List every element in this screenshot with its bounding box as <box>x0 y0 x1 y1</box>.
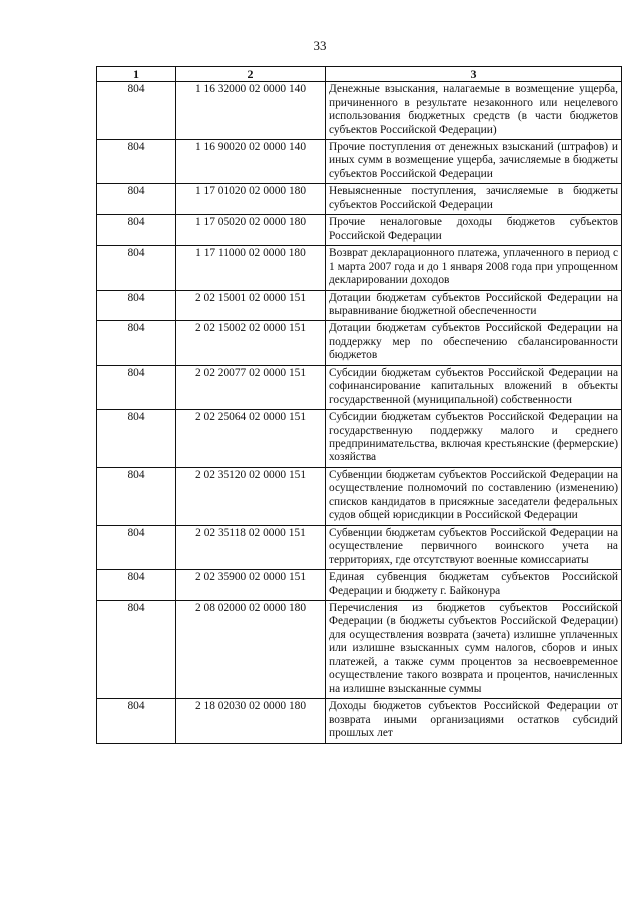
budget-classification-table <box>96 66 622 744</box>
admin-code-cell: 804 <box>97 246 176 290</box>
table-row <box>97 321 622 365</box>
revenue-name-cell: Субвенции бюджетам субъектов Российской Федерации на осуществление первичного воинского учета на территориях, где отсутствуют военные комиссариаты <box>326 525 622 569</box>
revenue-name-cell: Возврат декларационного платежа, уплаченного в период с 1 марта 2007 года и до 1 января 2008 года при упрощенном декларировании доходов <box>326 246 622 290</box>
admin-code-cell: 804 <box>97 82 176 140</box>
admin-code-cell: 804 <box>97 410 176 468</box>
admin-code-cell: 804 <box>97 184 176 215</box>
revenue-name-cell: Субсидии бюджетам субъектов Российской Федерации на государственную поддержку малого и среднего предпринимательства, включая крестьянские (фермерские) хозяйства <box>326 410 622 468</box>
budget-code-cell: 2 02 35118 02 0000 151 <box>176 525 326 569</box>
revenue-name-cell: Единая субвенция бюджетам субъектов Российской Федерации и бюджету г. Байконура <box>326 570 622 601</box>
table-row <box>97 184 622 215</box>
admin-code-cell: 804 <box>97 525 176 569</box>
admin-code-cell: 804 <box>97 601 176 699</box>
table-row <box>97 246 622 290</box>
table-header-row <box>97 67 622 82</box>
budget-code-cell: 2 02 35120 02 0000 151 <box>176 467 326 525</box>
admin-code-cell: 804 <box>97 699 176 743</box>
admin-code-cell: 804 <box>97 321 176 365</box>
table-row <box>97 290 622 321</box>
table-row <box>97 365 622 409</box>
budget-code-cell: 2 02 25064 02 0000 151 <box>176 410 326 468</box>
revenue-name-cell: Перечисления из бюджетов субъектов Российской Федерации (в бюджеты субъектов Российской Федерации) для осуществления возврата (зачета) излишне уплаченных или излишне взысканных сумм налогов, сборов и иных платежей, а также сумм процентов за несвоевременное осуществление такого возврата и процентов, начисленных на излишне взысканные суммы <box>326 601 622 699</box>
budget-code-cell: 2 02 20077 02 0000 151 <box>176 365 326 409</box>
admin-code-cell: 804 <box>97 139 176 183</box>
revenue-name-cell: Дотации бюджетам субъектов Российской Федерации на выравнивание бюджетной обеспеченности <box>326 290 622 321</box>
page-number: 33 <box>313 38 327 53</box>
column-header-3: 3 <box>326 67 622 82</box>
admin-code-cell: 804 <box>97 467 176 525</box>
budget-code-cell: 1 16 32000 02 0000 140 <box>176 82 326 140</box>
budget-code-cell: 2 02 35900 02 0000 151 <box>176 570 326 601</box>
revenue-name-cell: Доходы бюджетов субъектов Российской Федерации от возврата иными организациями остатков субсидий прошлых лет <box>326 699 622 743</box>
table-row <box>97 570 622 601</box>
budget-code-cell: 1 17 05020 02 0000 180 <box>176 215 326 246</box>
budget-code-cell: 1 16 90020 02 0000 140 <box>176 139 326 183</box>
admin-code-cell: 804 <box>97 365 176 409</box>
table-body <box>97 82 622 743</box>
revenue-name-cell: Невыясненные поступления, зачисляемые в бюджеты субъектов Российской Федерации <box>326 184 622 215</box>
column-header-1: 1 <box>97 67 176 82</box>
admin-code-cell: 804 <box>97 570 176 601</box>
budget-code-cell: 1 17 11000 02 0000 180 <box>176 246 326 290</box>
table-row <box>97 699 622 743</box>
table-row <box>97 601 622 699</box>
budget-code-cell: 2 02 15002 02 0000 151 <box>176 321 326 365</box>
budget-code-cell: 1 17 01020 02 0000 180 <box>176 184 326 215</box>
budget-code-cell: 2 02 15001 02 0000 151 <box>176 290 326 321</box>
column-header-2: 2 <box>176 67 326 82</box>
table-row <box>97 525 622 569</box>
table-row <box>97 139 622 183</box>
table-row <box>97 82 622 140</box>
admin-code-cell: 804 <box>97 215 176 246</box>
table-row <box>97 467 622 525</box>
revenue-name-cell: Дотации бюджетам субъектов Российской Федерации на поддержку мер по обеспечению сбалансированности бюджетов <box>326 321 622 365</box>
revenue-name-cell: Прочие неналоговые доходы бюджетов субъектов Российской Федерации <box>326 215 622 246</box>
budget-code-cell: 2 08 02000 02 0000 180 <box>176 601 326 699</box>
table-row <box>97 215 622 246</box>
revenue-name-cell: Денежные взыскания, налагаемые в возмещение ущерба, причиненного в результате незаконного или нецелевого использования бюджетных средств (в части бюджетов субъектов Российской Федерации) <box>326 82 622 140</box>
budget-code-cell: 2 18 02030 02 0000 180 <box>176 699 326 743</box>
revenue-name-cell: Субсидии бюджетам субъектов Российской Федерации на софинансирование капитальных вложений в объекты государственной (муниципальной) собственности <box>326 365 622 409</box>
revenue-name-cell: Субвенции бюджетам субъектов Российской Федерации на осуществление полномочий по составлению (изменению) списков кандидатов в присяжные заседатели федеральных судов общей юрисдикции в Российской Федерации <box>326 467 622 525</box>
revenue-name-cell: Прочие поступления от денежных взысканий (штрафов) и иных сумм в возмещение ущерба, зачисляемые в бюджеты субъектов Российской Федерации <box>326 139 622 183</box>
table-row <box>97 410 622 468</box>
admin-code-cell: 804 <box>97 290 176 321</box>
